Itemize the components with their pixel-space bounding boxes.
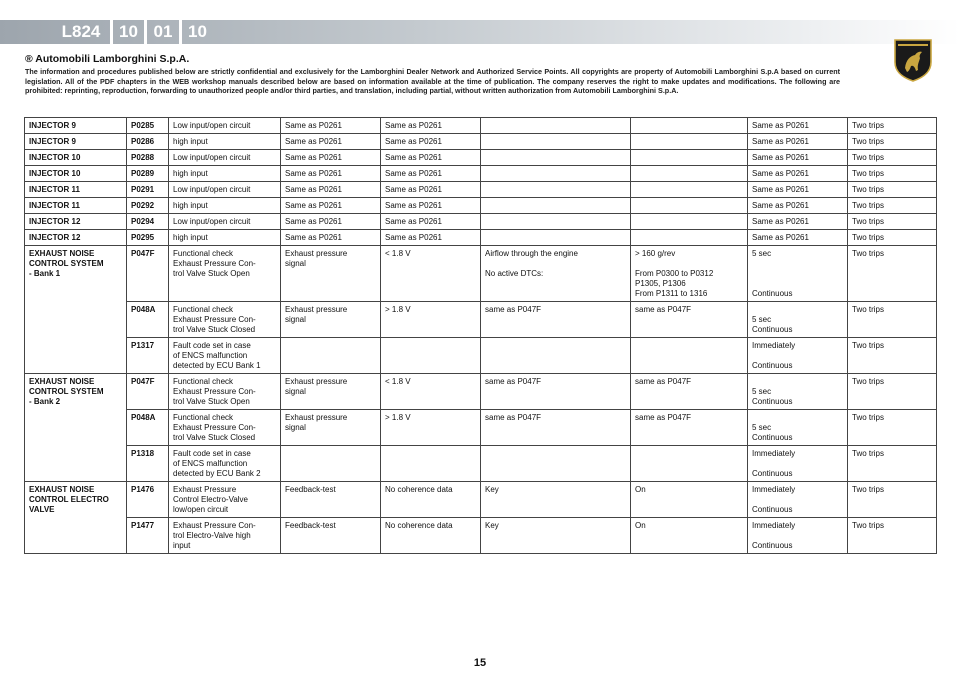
time-required: Same as P0261 xyxy=(748,198,848,214)
mil-illumination: Two trips xyxy=(848,302,937,338)
fault-code: P0291 xyxy=(127,182,169,198)
header-subsection: 01 xyxy=(153,22,173,41)
threshold-value: Same as P0261 xyxy=(381,150,481,166)
enable-condition: > 160 g/rev From P0300 to P0312 P1305, P1306 From P1311 to 1316 xyxy=(631,246,748,302)
monitor-strategy: Same as P0261 xyxy=(281,198,381,214)
secondary-parameter xyxy=(481,166,631,182)
component-name: INJECTOR 9 xyxy=(25,134,127,150)
fault-description: Fault code set in case of ENCS malfunction detected by ECU Bank 1 xyxy=(169,338,281,374)
table-row xyxy=(25,118,937,134)
secondary-parameter xyxy=(481,230,631,246)
time-required: Immediately Continuous xyxy=(748,338,848,374)
component-name: INJECTOR 12 xyxy=(25,230,127,246)
monitor-strategy xyxy=(281,338,381,374)
table-row xyxy=(25,482,937,518)
disclaimer-text: The information and procedures published below are strictly confidential and exclusively for the Lamborghini Dealer Network and Authorized Service Points. All copyrights are property of Automobili Lamborghini S.p.A based on current legislation. All of the PDF chapters in the WEB workshop manuals described below are based on information available at the time of publication. The company reserves the right to make updates and modifications. The following are prohibited: reprinting, reproduction, forwarding to unauthorized people and/or third parties, and translation, including partial, without written authorization from Automobili Lamborghini S.p.A. xyxy=(25,67,840,96)
monitor-strategy: Exhaust pressure signal xyxy=(281,246,381,302)
time-required: 5 sec Continuous xyxy=(748,302,848,338)
monitor-strategy: Same as P0261 xyxy=(281,230,381,246)
fault-code: P0286 xyxy=(127,134,169,150)
table-row xyxy=(25,518,937,554)
header-chapter: 10 xyxy=(188,22,207,41)
enable-condition xyxy=(631,134,748,150)
time-required: Immediately Continuous xyxy=(748,518,848,554)
enable-condition xyxy=(631,214,748,230)
fault-code: P0288 xyxy=(127,150,169,166)
component-name: INJECTOR 11 xyxy=(25,182,127,198)
time-required: 5 sec Continuous xyxy=(748,246,848,302)
monitor-strategy: Feedback-test xyxy=(281,482,381,518)
monitor-strategy: Exhaust pressure signal xyxy=(281,410,381,446)
mil-illumination: Two trips xyxy=(848,246,937,302)
secondary-parameter: Key xyxy=(481,518,631,554)
threshold-value: Same as P0261 xyxy=(381,214,481,230)
table-row xyxy=(25,230,937,246)
enable-condition xyxy=(631,230,748,246)
time-required: Same as P0261 xyxy=(748,182,848,198)
fault-code: P1477 xyxy=(127,518,169,554)
mil-illumination: Two trips xyxy=(848,374,937,410)
secondary-parameter: same as P047F xyxy=(481,374,631,410)
secondary-parameter xyxy=(481,198,631,214)
fault-code: P0292 xyxy=(127,198,169,214)
mil-illumination: Two trips xyxy=(848,410,937,446)
secondary-parameter xyxy=(481,214,631,230)
enable-condition xyxy=(631,446,748,482)
fault-description: high input xyxy=(169,134,281,150)
fault-description: Functional check Exhaust Pressure Con- trol Valve Stuck Closed xyxy=(169,410,281,446)
fault-description: Exhaust Pressure Con- trol Electro-Valve high input xyxy=(169,518,281,554)
mil-illumination: Two trips xyxy=(848,150,937,166)
monitor-strategy: Same as P0261 xyxy=(281,182,381,198)
fault-description: high input xyxy=(169,166,281,182)
fault-description: high input xyxy=(169,198,281,214)
time-required: Same as P0261 xyxy=(748,134,848,150)
mil-illumination: Two trips xyxy=(848,118,937,134)
threshold-value: Same as P0261 xyxy=(381,166,481,182)
component-name: INJECTOR 11 xyxy=(25,198,127,214)
mil-illumination: Two trips xyxy=(848,182,937,198)
time-required: Same as P0261 xyxy=(748,214,848,230)
table-row xyxy=(25,198,937,214)
threshold-value: Same as P0261 xyxy=(381,118,481,134)
monitor-strategy: Same as P0261 xyxy=(281,134,381,150)
fault-description: Exhaust Pressure Control Electro-Valve low/open circuit xyxy=(169,482,281,518)
component-name: INJECTOR 10 xyxy=(25,166,127,182)
secondary-parameter: Key xyxy=(481,482,631,518)
enable-condition xyxy=(631,182,748,198)
component-name: EXHAUST NOISE CONTROL SYSTEM - Bank 2 xyxy=(25,374,127,482)
enable-condition: same as P047F xyxy=(631,374,748,410)
table-row xyxy=(25,446,937,482)
time-required: Same as P0261 xyxy=(748,150,848,166)
enable-condition xyxy=(631,198,748,214)
fault-code: P0285 xyxy=(127,118,169,134)
threshold-value: < 1.8 V xyxy=(381,374,481,410)
monitor-strategy: Feedback-test xyxy=(281,518,381,554)
secondary-parameter: same as P047F xyxy=(481,302,631,338)
fault-description: Low input/open circuit xyxy=(169,118,281,134)
secondary-parameter xyxy=(481,118,631,134)
table-row xyxy=(25,182,937,198)
component-name: EXHAUST NOISE CONTROL ELECTRO VALVE xyxy=(25,482,127,554)
table-row xyxy=(25,302,937,338)
secondary-parameter: same as P047F xyxy=(481,410,631,446)
page-number: 15 xyxy=(473,657,487,669)
time-required: 5 sec Continuous xyxy=(748,374,848,410)
header-section: 10 xyxy=(119,22,138,41)
threshold-value: > 1.8 V xyxy=(381,410,481,446)
component-name: INJECTOR 9 xyxy=(25,118,127,134)
enable-condition: On xyxy=(631,482,748,518)
component-name: INJECTOR 10 xyxy=(25,150,127,166)
mil-illumination: Two trips xyxy=(848,198,937,214)
monitor-strategy: Same as P0261 xyxy=(281,166,381,182)
table-row xyxy=(25,410,937,446)
fault-code: P1318 xyxy=(127,446,169,482)
mil-illumination: Two trips xyxy=(848,214,937,230)
fault-description: Functional check Exhaust Pressure Con- trol Valve Stuck Open xyxy=(169,374,281,410)
company-name: ® Automobili Lamborghini S.p.A. xyxy=(25,53,190,65)
monitor-strategy: Same as P0261 xyxy=(281,150,381,166)
enable-condition: On xyxy=(631,518,748,554)
enable-condition: same as P047F xyxy=(631,302,748,338)
fault-code: P048A xyxy=(127,410,169,446)
component-name: EXHAUST NOISE CONTROL SYSTEM - Bank 1 xyxy=(25,246,127,374)
secondary-parameter xyxy=(481,338,631,374)
fault-description: high input xyxy=(169,230,281,246)
fault-code: P047F xyxy=(127,246,169,302)
threshold-value: No coherence data xyxy=(381,518,481,554)
fault-code: P047F xyxy=(127,374,169,410)
time-required: Immediately Continuous xyxy=(748,446,848,482)
mil-illumination: Two trips xyxy=(848,518,937,554)
time-required: 5 sec Continuous xyxy=(748,410,848,446)
table-row xyxy=(25,214,937,230)
enable-condition: same as P047F xyxy=(631,410,748,446)
enable-condition xyxy=(631,166,748,182)
enable-condition xyxy=(631,150,748,166)
enable-condition xyxy=(631,118,748,134)
threshold-value: No coherence data xyxy=(381,482,481,518)
table-row xyxy=(25,338,937,374)
fault-description: Low input/open circuit xyxy=(169,214,281,230)
table-row xyxy=(25,246,937,302)
monitor-strategy: Exhaust pressure signal xyxy=(281,302,381,338)
fault-description: Functional check Exhaust Pressure Con- trol Valve Stuck Open xyxy=(169,246,281,302)
threshold-value: < 1.8 V xyxy=(381,246,481,302)
secondary-parameter xyxy=(481,446,631,482)
fault-description: Functional check Exhaust Pressure Con- trol Valve Stuck Closed xyxy=(169,302,281,338)
threshold-value xyxy=(381,446,481,482)
time-required: Same as P0261 xyxy=(748,118,848,134)
fault-code: P0294 xyxy=(127,214,169,230)
monitor-strategy xyxy=(281,446,381,482)
table-row xyxy=(25,374,937,410)
enable-condition xyxy=(631,338,748,374)
monitor-strategy: Exhaust pressure signal xyxy=(281,374,381,410)
table-row xyxy=(25,150,937,166)
fault-code: P0289 xyxy=(127,166,169,182)
monitor-strategy: Same as P0261 xyxy=(281,214,381,230)
fault-code: P0295 xyxy=(127,230,169,246)
table-row xyxy=(25,134,937,150)
threshold-value: Same as P0261 xyxy=(381,134,481,150)
threshold-value: Same as P0261 xyxy=(381,230,481,246)
threshold-value: Same as P0261 xyxy=(381,182,481,198)
monitor-strategy: Same as P0261 xyxy=(281,118,381,134)
component-name: INJECTOR 12 xyxy=(25,214,127,230)
fault-code: P1317 xyxy=(127,338,169,374)
mil-illumination: Two trips xyxy=(848,446,937,482)
table-row xyxy=(25,166,937,182)
diagnostic-table xyxy=(24,117,937,554)
fault-code: P1476 xyxy=(127,482,169,518)
threshold-value: > 1.8 V xyxy=(381,302,481,338)
secondary-parameter xyxy=(481,150,631,166)
mil-illumination: Two trips xyxy=(848,482,937,518)
secondary-parameter xyxy=(481,182,631,198)
fault-code: P048A xyxy=(127,302,169,338)
mil-illumination: Two trips xyxy=(848,166,937,182)
mil-illumination: Two trips xyxy=(848,230,937,246)
mil-illumination: Two trips xyxy=(848,134,937,150)
threshold-value xyxy=(381,338,481,374)
time-required: Immediately Continuous xyxy=(748,482,848,518)
fault-description: Low input/open circuit xyxy=(169,182,281,198)
secondary-parameter xyxy=(481,134,631,150)
header-model: L824 xyxy=(61,22,101,41)
time-required: Same as P0261 xyxy=(748,230,848,246)
threshold-value: Same as P0261 xyxy=(381,198,481,214)
fault-description: Low input/open circuit xyxy=(169,150,281,166)
mil-illumination: Two trips xyxy=(848,338,937,374)
secondary-parameter: Airflow through the engine No active DTCs: xyxy=(481,246,631,302)
fault-description: Fault code set in case of ENCS malfunction detected by ECU Bank 2 xyxy=(169,446,281,482)
lamborghini-logo-icon xyxy=(893,38,933,82)
time-required: Same as P0261 xyxy=(748,166,848,182)
